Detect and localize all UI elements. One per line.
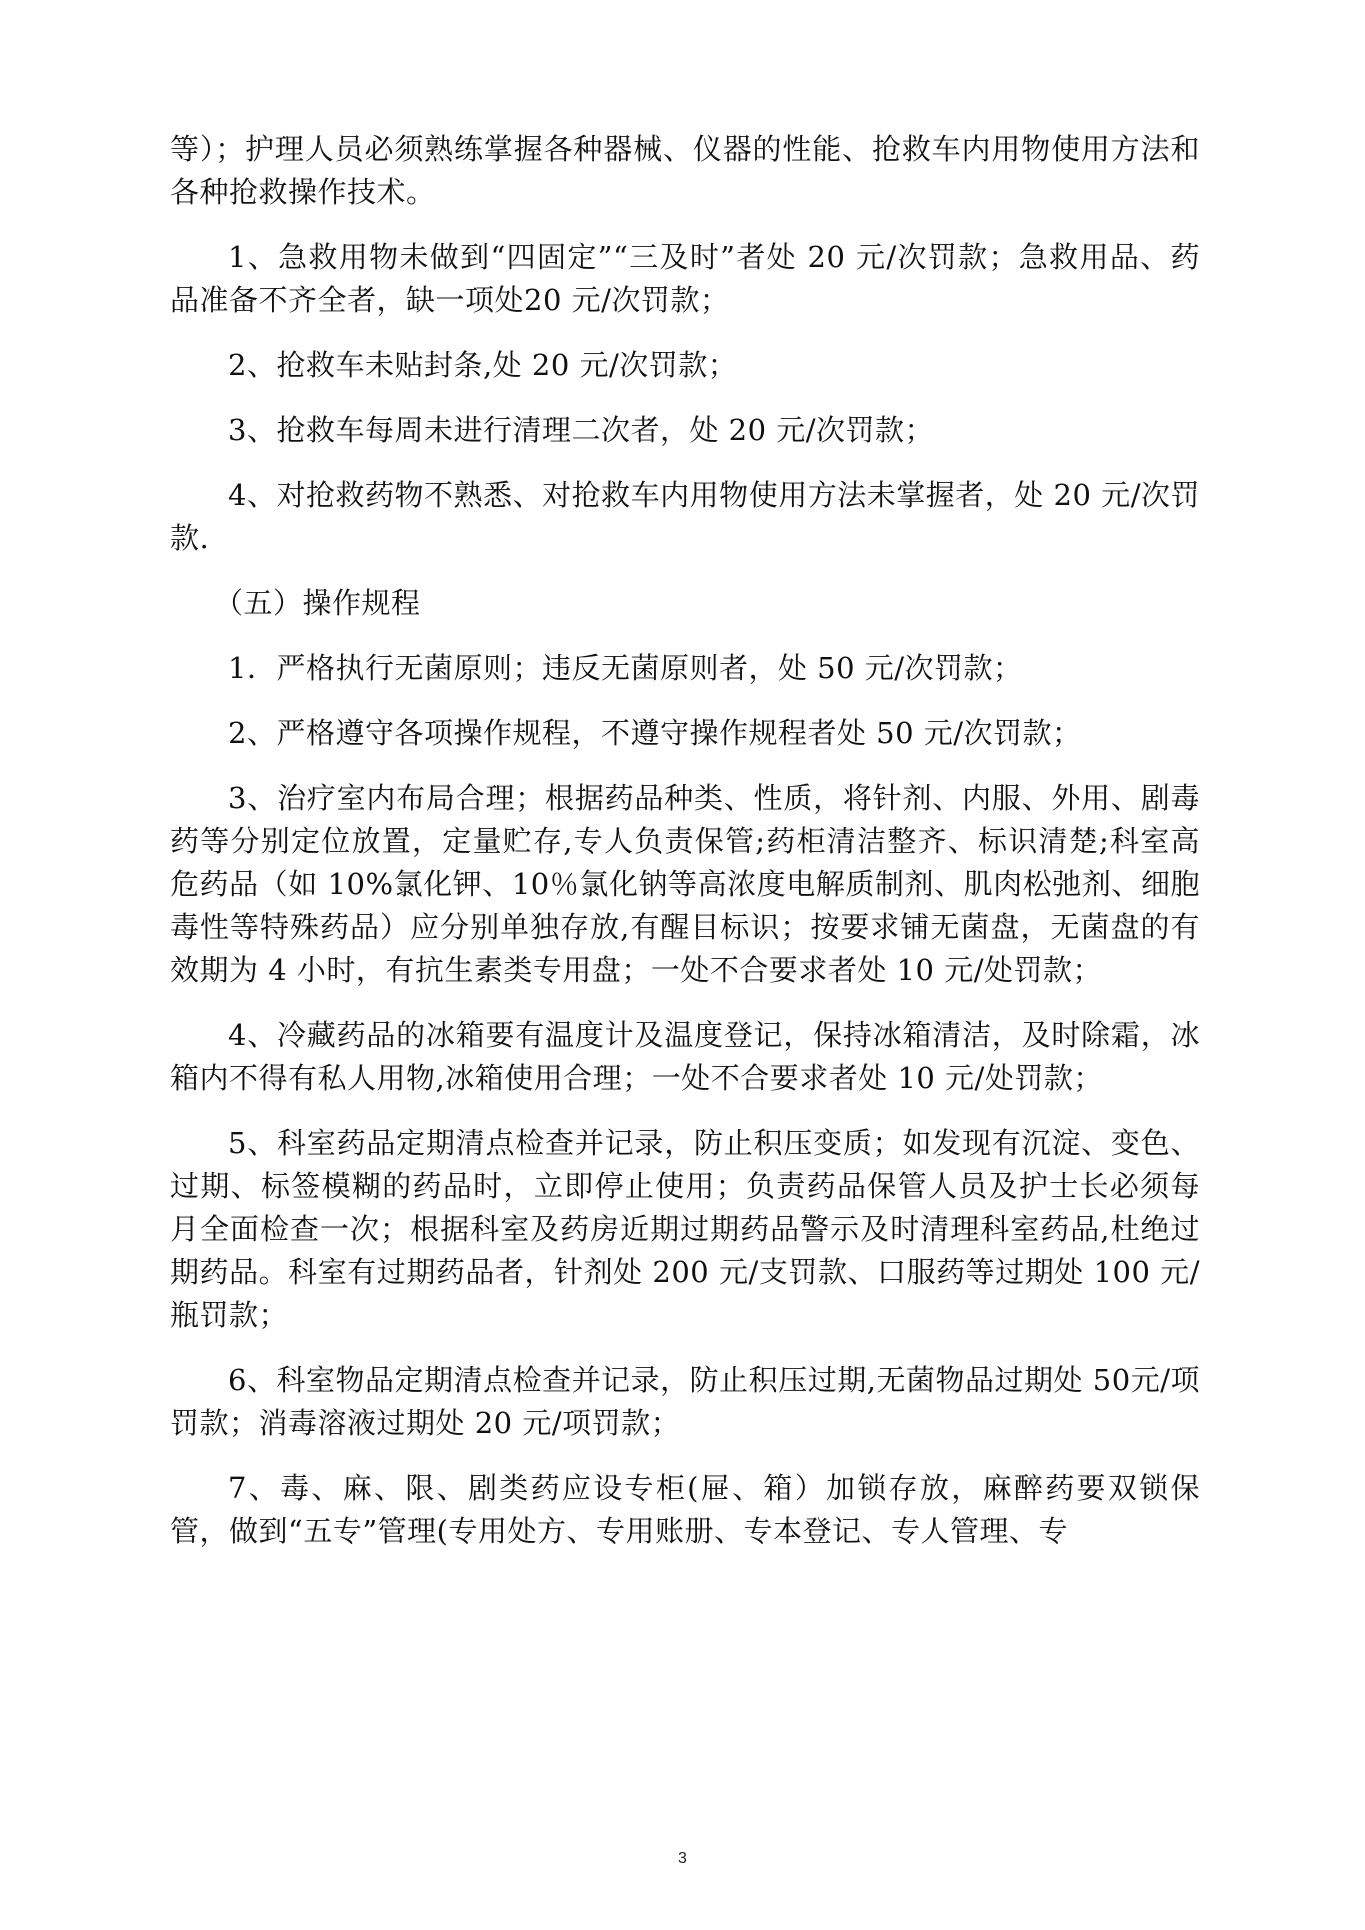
document-page: [170, 128, 1200, 1575]
paragraph-rescue-item-1: 1、急救用物未做到“四固定”“三及时”者处 20 元/次罚款；急救用品、药品准备不齐全者，缺一项处20 元/次罚款；: [170, 240, 1200, 317]
paragraph-operation-item-4: 4、冷藏药品的冰箱要有温度计及温度登记，保持冰箱清洁，及时除霜，冰箱内不得有私人用物,冰箱使用合理；一处不合要求者处 10 元/处罚款；: [170, 1018, 1200, 1095]
paragraph-operation-item-2: 2、严格遵守各项操作规程，不遵守操作规程者处 50 元/次罚款；: [228, 716, 1082, 750]
paragraph-operation-item-1: 1．严格执行无菌原则；违反无菌原则者，处 50 元/次罚款；: [228, 651, 1023, 685]
paragraph-continuation: 等）；护理人员必须熟练掌握各种器械、仪器的性能、抢救车内用物使用方法和各种抢救操作技术。: [170, 132, 1200, 209]
paragraph-operation-item-6: 6、科室物品定期清点检查并记录，防止积压过期,无菌物品过期处 50元/项罚款；消毒溶液过期处 20 元/项罚款；: [170, 1363, 1200, 1440]
paragraph-operation-item-5: 5、科室药品定期清点检查并记录，防止积压变质；如发现有沉淀、变色、过期、标签模糊的药品时，立即停止使用；负责药品保管人员及护士长必须每月全面检查一次；根据科室及药房近期过期药品警示及时清理科室药品,杜绝过期药品。科室有过期药品者，针剂处 200 元/支罚款、口服药等过期处 100 元/瓶罚款；: [170, 1126, 1200, 1332]
paragraph-operation-item-3: 3、治疗室内布局合理；根据药品种类、性质，将针剂、内服、外用、剧毒药等分别定位放置，定量贮存,专人负责保管;药柜清洁整齐、标识清楚;科室高危药品（如 10%氯化钾、10％氯化钠等高浓度电解质制剂、肌肉松弛剂、细胞毒性等特殊药品）应分别单独存放,有醒目标识；按要求铺无菌盘，无菌盘的有效期为 4 小时，有抗生素类专用盘；一处不合要求者处 10 元/处罚款；: [170, 781, 1200, 987]
section-heading-operation-rules: （五）操作规程: [214, 586, 421, 620]
paragraph-rescue-item-3: 3、抢救车每周未进行清理二次者，处 20 元/次罚款；: [228, 413, 935, 447]
paragraph-rescue-item-2: 2、抢救车未贴封条,处 20 元/次罚款；: [228, 348, 738, 382]
paragraph-operation-item-7: 7、毒、麻、限、剧类药应设专柜(屉、箱）加锁存放，麻醉药要双锁保管，做到“五专”管理(专用处方、专用账册、专本登记、专人管理、专: [170, 1471, 1200, 1548]
page-number: 3: [678, 1850, 687, 1867]
paragraph-rescue-item-4: 4、对抢救药物不熟悉、对抢救车内用物使用方法未掌握者，处 20 元/次罚款.: [170, 478, 1200, 555]
